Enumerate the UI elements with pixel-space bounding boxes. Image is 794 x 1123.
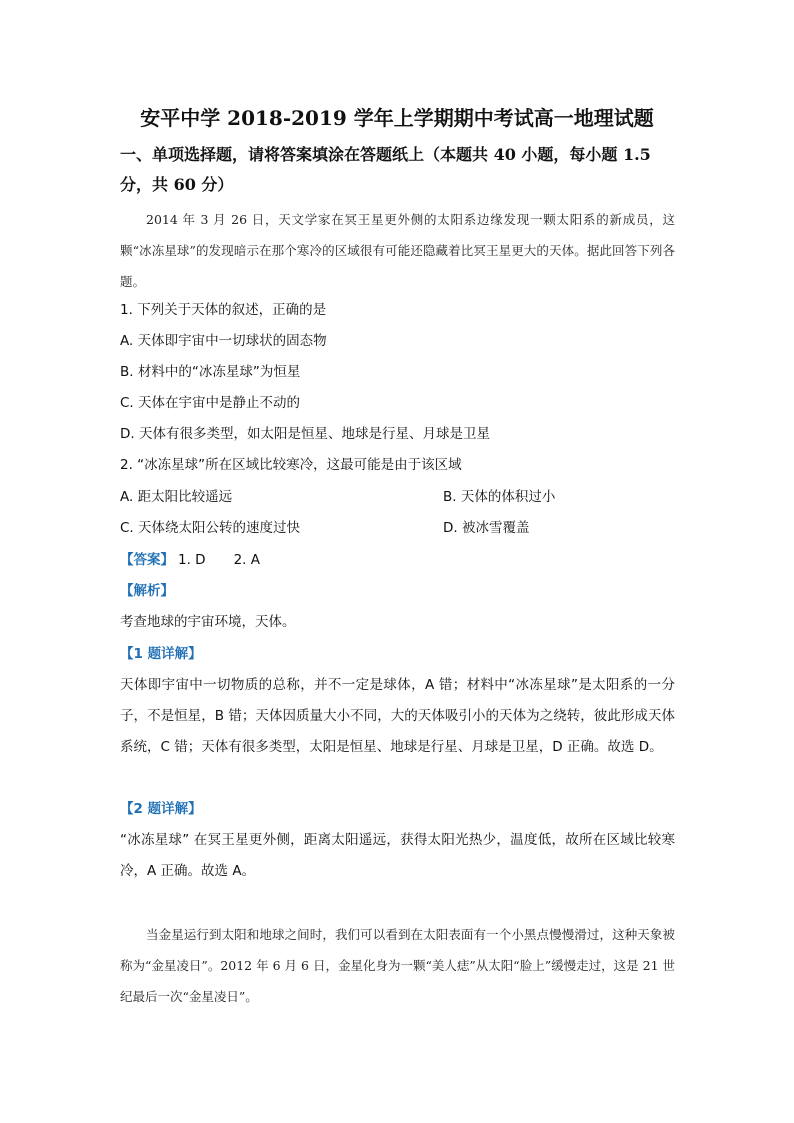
section-heading: 一、单项选择题，请将答案填涂在答题纸上（本题共 40 小题，每小题 1.5 分，共 60 分） [120, 145, 651, 194]
question-2-option-d: D. 被冰雪覆盖 [443, 520, 530, 536]
reading-passage-1: 2014 年 3 月 26 日，天文学家在冥王星更外侧的太阳系边缘发现一颗太阳系的新成员，这颗“冰冻星球”的发现暗示在那个寒冷的区域很有可能还隐藏着比冥王星更大的天体。据此回答下列各题。 [120, 212, 675, 289]
question-1-option-d: D. 天体有很多类型，如太阳是恒星、地球是行星、月球是卫星 [120, 426, 490, 442]
answer-row [120, 550, 260, 570]
detail-1-text: 天体即宇宙中一切物质的总称，并不一定是球体，A 错；材料中“冰冻星球”是太阳系的一分子，不是恒星，B 错；天体因质量大小不同，大的天体吸引小的天体为之绕转，彼此形成天体系统，C 错；天体有很多类型，太阳是恒星、地球是行星、月球是卫星，D 正确。故选 D。 [120, 677, 675, 755]
answer-2: 2. A [233, 552, 260, 568]
detail-2-label: 【2 题详解】 [120, 801, 202, 817]
detail-2-text: “冰冻星球” 在冥王星更外侧，距离太阳遥远，获得太阳光热少，温度低，故所在区域比较寒冷，A 正确。故选 A。 [120, 832, 675, 879]
question-1-stem: 1. 下列关于天体的叙述，正确的是 [120, 302, 327, 318]
question-1-option-a: A. 天体即宇宙中一切球状的固态物 [120, 333, 327, 349]
question-2-option-c: C. 天体绕太阳公转的速度过快 [120, 520, 301, 536]
question-2-option-b: B. 天体的体积过小 [443, 489, 556, 505]
question-2-stem: 2. “冰冻星球”所在区域比较寒冷，这最可能是由于该区域 [120, 457, 462, 473]
analysis-label: 【解析】 [120, 583, 174, 599]
answer-1: 1. D [178, 552, 206, 568]
question-1-option-b: B. 材料中的“冰冻星球”为恒星 [120, 364, 301, 380]
detail-1-label: 【1 题详解】 [120, 646, 202, 662]
question-1-option-c: C. 天体在宇宙中是静止不动的 [120, 395, 301, 411]
reading-passage-2: 当金星运行到太阳和地球之间时，我们可以看到在太阳表面有一个小黑点慢慢滑过，这种天象被称为“金星凌日”。2012 年 6 月 6 日，金星化身为一颗“美人痣”从太阳“脸上”缓慢走过，这是 21 世纪最后一次“金星凌日”。 [120, 927, 675, 1004]
analysis-text: 考查地球的宇宙环境，天体。 [120, 614, 296, 630]
question-2-option-a: A. 距太阳比较遥远 [120, 489, 233, 505]
answer-label: 【答案】 [120, 552, 174, 568]
page-title: 安平中学 2018-2019 学年上学期期中考试高一地理试题 [140, 106, 654, 130]
